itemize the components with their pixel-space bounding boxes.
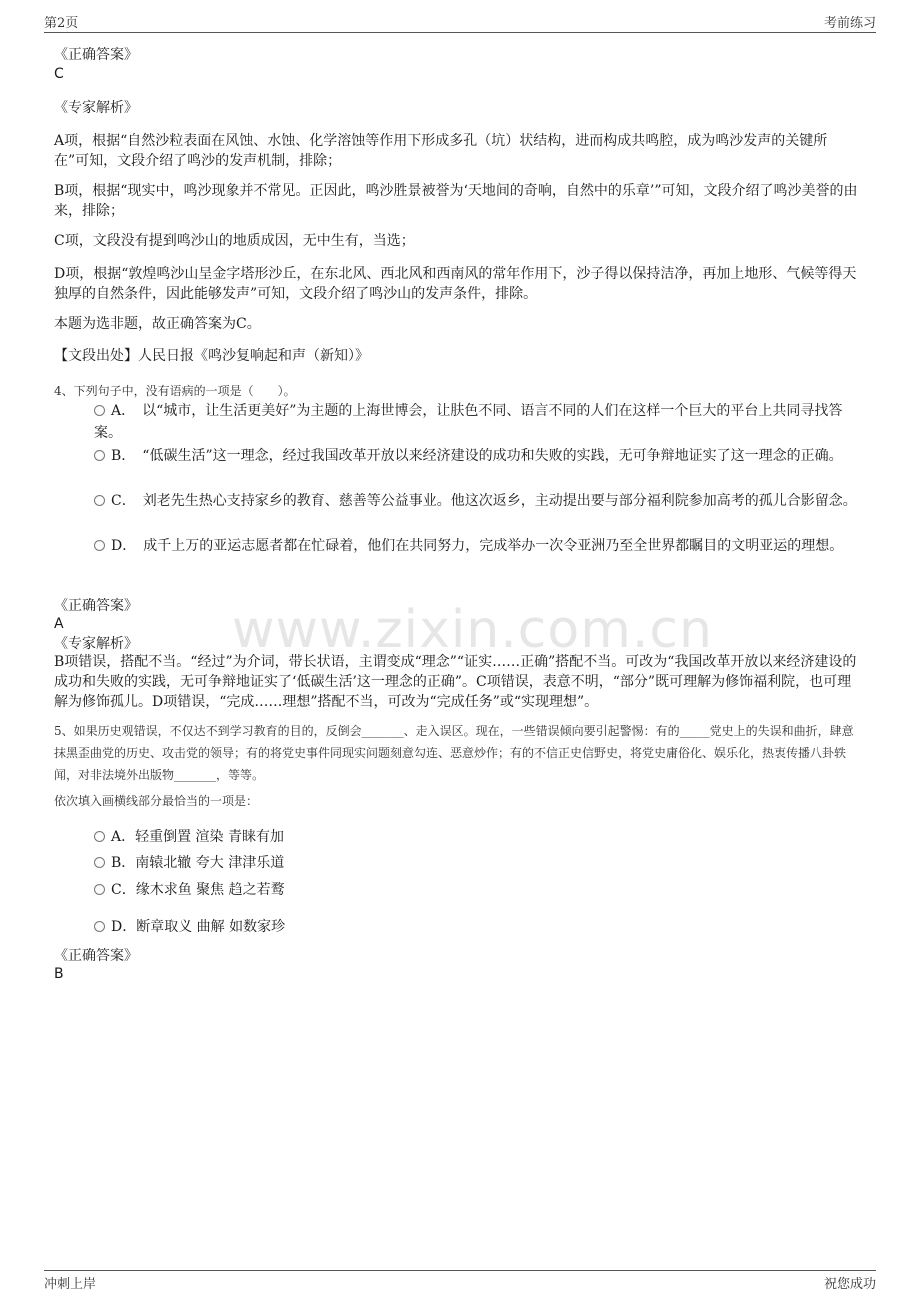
radio-icon[interactable] xyxy=(94,884,105,895)
q4-option-b[interactable]: B． “低碳生活”这一理念，经过我国改革开放以来经济建设的成功和失败的实践，无可争辩地证实了这一理念的正确。 xyxy=(94,445,862,467)
q5-instruction: 依次填入画横线部分最恰当的一项是： xyxy=(54,794,259,808)
q3-analysis-b: B项，根据“现实中，鸣沙现象并不常见。正因此，鸣沙胜景被誉为‘天地间的奇响，自然中的乐章’”可知，文段介绍了鸣沙美誉的由来，排除； xyxy=(54,183,858,219)
q4-analysis-label: 《专家解析》 xyxy=(54,636,138,652)
page-header xyxy=(44,12,876,33)
q3-answer: C xyxy=(54,66,64,82)
radio-icon[interactable] xyxy=(94,495,105,506)
q4-option-d[interactable]: D． 成千上万的亚运志愿者都在忙碌着，他们在共同努力，完成举办一次令亚洲乃至全世界都瞩目的文明亚运的理想。 xyxy=(94,535,862,557)
q4-answer: A xyxy=(54,616,64,632)
footer-right: 祝您成功 xyxy=(823,1277,876,1292)
watermark: www.zixin.com.cn xyxy=(232,600,713,660)
q4-question: 4、下列句子中，没有语病的一项是（ ）。 xyxy=(54,384,296,398)
q5-answer: B xyxy=(54,966,64,982)
radio-icon[interactable] xyxy=(94,450,105,461)
q3-source: 【文段出处】人民日报《鸣沙复响起和声（新知）》 xyxy=(54,348,369,364)
q4-option-c[interactable]: C． 刘老先生热心支持家乡的教育、慈善等公益事业。他这次返乡，主动提出要与部分福利院参加高考的孤儿合影留念。 xyxy=(94,490,862,512)
q3-analysis-c: C项，文段没有提到鸣沙山的地质成因，无中生有，当选； xyxy=(54,233,415,249)
radio-icon[interactable] xyxy=(94,831,105,842)
q5-question: 5、如果历史观错误，不仅达不到学习教育的目的，反倒会_______、走入误区。现在，一些错误倾向要引起警惕：有的_____党史上的失误和曲折，肆意抹黑歪曲党的历史、攻击党的领导；有的将党史事件同现实问题刻意勾连、恶意炒作；有的不信正史信野史，将党史庸俗化、娱乐化，热衷传播八卦轶闻，对非法境外出版物_______，等等。 xyxy=(54,724,854,782)
q4-option-a[interactable]: A． 以“城市，让生活更美好”为主题的上海世博会，让肤色不同、语言不同的人们在这样一个巨大的平台上共同寻找答案。 xyxy=(94,403,843,441)
q4-analysis: B项错误，搭配不当。“经过”为介词，带长状语，主谓变成“理念”“证实……正确”搭配不当。可改为“我国改革开放以来经济建设的成功和失败的实践，无可争辩地证实了‘低碳生活’这一理念的正确”。C项错误，表意不明，“部分”既可理解为修饰福利院，也可理解为修饰孤儿。D项错误，“完成……理想”搭配不当，可改为“完成任务”或“实现理想”。 xyxy=(54,654,857,710)
page-footer xyxy=(44,1270,876,1293)
page-number: 第2页 xyxy=(44,16,79,31)
q5-option-a[interactable]: A．轻重倒置 渲染 青睐有加 xyxy=(94,826,862,848)
q4-answer-label: 《正确答案》 xyxy=(54,598,138,614)
q5-option-b[interactable]: B．南辕北辙 夸大 津津乐道 xyxy=(94,852,862,874)
q5-option-d[interactable]: D．断章取义 曲解 如数家珍 xyxy=(94,916,862,938)
q5-answer-label: 《正确答案》 xyxy=(54,948,138,964)
q3-analysis-label: 《专家解析》 xyxy=(54,100,138,116)
q3-answer-label: 《正确答案》 xyxy=(54,47,138,63)
radio-icon[interactable] xyxy=(94,857,105,868)
q3-analysis-d: D项，根据“敦煌鸣沙山呈金字塔形沙丘，在东北风、西北风和西南风的常年作用下，沙子得以保持洁净，再加上地形、气候等得天独厚的自然条件，因此能够发声”可知，文段介绍了鸣沙山的发声条件，排除。 xyxy=(54,266,857,302)
footer-left: 冲刺上岸 xyxy=(44,1277,97,1292)
header-title: 考前练习 xyxy=(823,16,876,31)
q3-analysis-a: A项，根据“自然沙粒表面在风蚀、水蚀、化学溶蚀等作用下形成多孔（坑）状结构，进而构成共鸣腔，成为鸣沙发声的关键所在”可知，文段介绍了鸣沙的发声机制，排除； xyxy=(54,133,828,169)
q5-option-c[interactable]: C．缘木求鱼 聚焦 趋之若鹜 xyxy=(94,879,862,901)
radio-icon[interactable] xyxy=(94,405,105,416)
radio-icon[interactable] xyxy=(94,540,105,551)
q3-conclusion: 本题为选非题，故正确答案为C。 xyxy=(54,316,261,332)
radio-icon[interactable] xyxy=(94,921,105,932)
